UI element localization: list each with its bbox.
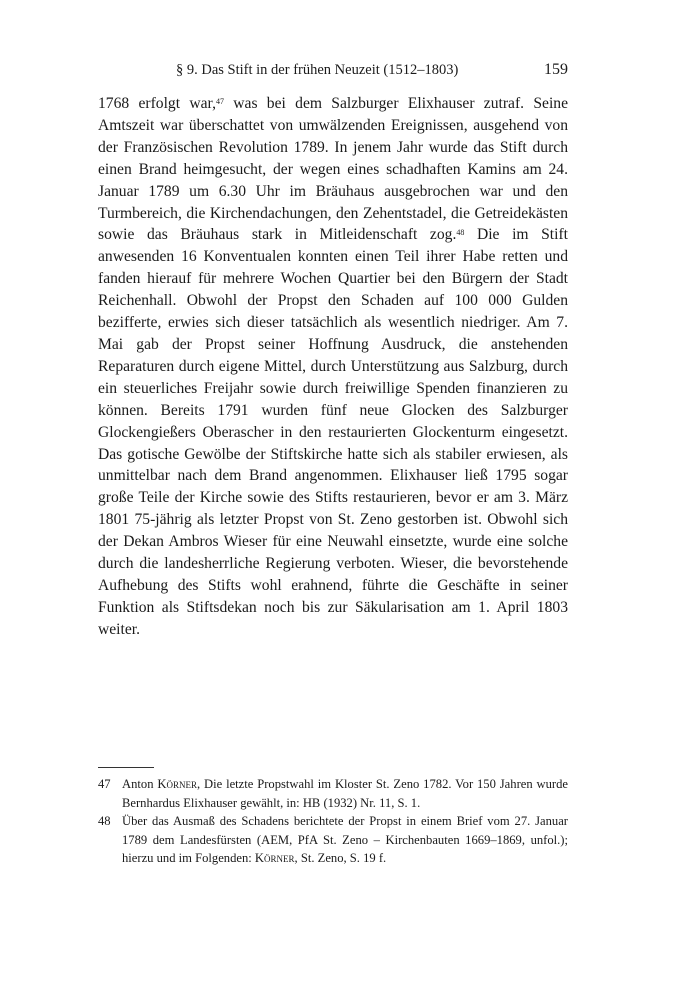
running-title: § 9. Das Stift in der frühen Neuzeit (1512–1803): [176, 62, 459, 78]
footnote-text-segment: , St. Zeno, S. 19 f.: [294, 851, 387, 865]
footnote-number: 48: [98, 814, 111, 828]
footnote-text-segment: Anton: [122, 777, 158, 791]
footnote-text: [122, 775, 568, 812]
body-text-segment: Die im Stift anwesenden 16 Konventualen konnten einen Teil ihrer Habe retten und fanden hierauf für mehrere Wochen Quartier bei den Bürgern der Stadt Reichenhall. Obwohl der Propst den Schaden auf 100 000 Gulden bezifferte, erwies sich dieser tatsächlich als wesentlich niedriger. Am 7. Mai gab der Propst seiner Hoffnung Ausdruck, die anstehenden Reparaturen durch eigene Mittel, durch Unterstützung aus Salzburg, durch ein steuerliches Freijahr sowie durch freiwillige Spenden finanzieren zu können. Bereits 1791 wurden fünf neue Glocken des Salzburger Glockengießers Oberascher in den restaurierten Glockenturm eingesetzt. Das gotische Gewölbe der Stiftskirche hatte sich als stabiler erwiesen, als unmittelbar nach dem Brand angenommen. Elixhauser ließ 1795 sogar große Teile der Kirche sowie des Stifts restaurieren, bevor er am 3. März 1801 75-jährig als letzter Propst von St. Zeno gestorben ist. Obwohl sich der Dekan Ambros Wieser für eine Neuwahl einsetzte, wurde eine solche durch die landesherrliche Regierung verboten. Wieser, die bevorstehende Aufhebung des Stifts wohl erahnend, führte die Geschäfte in seiner Funktion als Stiftsdekan noch bis zur Säkularisation am 1. April 1803 weiter.: [98, 226, 568, 638]
footnote-text-segment: Über das Ausmaß des Schadens berichtete der Propst in einem Brief vom 27. Januar 1789 dem Landesfürsten (AEM, PfA St. Zeno – Kirchenbauten 1669–1869, unfol.); hierzu und im Folgenden:: [122, 814, 568, 865]
footnote-reference: 48: [456, 228, 465, 238]
page-header: [98, 62, 568, 82]
footnote: [98, 812, 568, 868]
body-paragraph: [98, 93, 568, 641]
page-number: 159: [544, 61, 568, 78]
author-name: Körner: [157, 777, 197, 791]
main-text: [98, 93, 568, 641]
footnote-text-segment: , Die letzte Propstwahl im Kloster St. Zeno 1782. Vor 150 Jahren wurde Bernhardus Elixhauser gewählt, in: HB (1932) Nr. 11, S. 1.: [122, 777, 569, 810]
author-name: Körner: [254, 851, 295, 865]
body-text-segment: was bei dem Salzburger Elixhauser zutraf. Seine Amtszeit war überschattet von umwälzenden Ereignissen, ausgehend von der Französischen Revolution 1789. In jenem Jahr wurde das Stift durch einen Brand heimgesucht, der wegen eines schadhaften Kamins am 24. Januar 1789 um 6.30 Uhr im Bräuhaus ausgebrochen war und den Turmbereich, die Kirchendachungen, den Zehentstadel, die Getreidekästen sowie das Bräuhaus stark in Mitleidenschaft zog.: [98, 95, 568, 244]
footnote-separator: [98, 767, 154, 768]
footnote-reference: 47: [215, 97, 224, 106]
footnote-text: [122, 812, 568, 868]
footnote: [98, 775, 568, 812]
footnote-number: 47: [98, 777, 111, 791]
body-text-segment: 1768 erfolgt war,: [98, 95, 216, 112]
footnotes: [98, 775, 568, 868]
